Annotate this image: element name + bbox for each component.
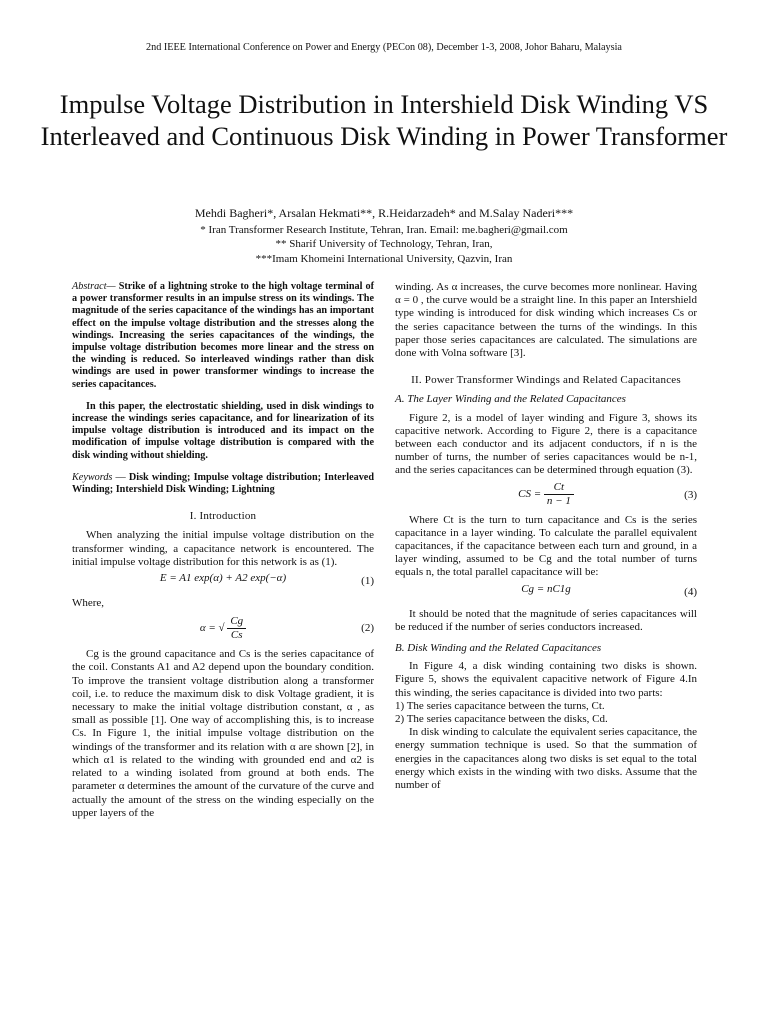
- subsection-a-heading: A. The Layer Winding and the Related Capacitances: [395, 393, 626, 406]
- equation-1-body: E = A1 exp(α) + A2 exp(−α): [159, 572, 287, 585]
- subsection-a-paragraph-1: Figure 2, is a model of layer winding and Figure 3, shows its capacitive network. According to Figure 2, there is a capacitance between each conductor and its adjacent conductors, if n is the number of turns, the number of series capacitances would be n-1, and the series capacitances can be determined through equation (3).: [395, 411, 697, 477]
- abstract-label: Abstract—: [72, 281, 116, 292]
- author-list: Mehdi Bagheri*, Arsalan Hekmati**, R.Heidarzadeh* and M.Salay Naderi***: [194, 206, 574, 220]
- intro-paragraph-2: Cg is the ground capacitance and Cs is the series capacitance of the coil. Constants A1 and A2 depend upon the boundary condition. To improve the transient voltage distribution along a transformer coil, i.e. to reduce the maximum disk to disk Voltage gradient, it is necessary to make the initial voltage distribution constant, α , as small as possible [1]. One way of accomplishing this, is to increase Cs. In Figure 1, the initial impulse voltage distribution on the windings of the transformer and its relation with α are shown [2], in which α1 is related to the winding with grounded end and α2 is related to a winding isolated from ground at both ends. The parameter α determines the amount of the curvature of the curve and actually the amount of the stress on the winding especially on the upper layers of the: [72, 648, 374, 819]
- equation-2-number: (2): [361, 622, 374, 635]
- equation-2: [72, 613, 374, 645]
- right-paragraph-0: winding. As α increases, the curve becomes more nonlinear. Having α = 0 , the curve would be a straight line. In this paper an Intershield type winding is introduced for disk winding which increases Cs or the series capacitance between the turns of the windings. In this paper those series capacitances are calculated. The simulations are done with Volna software [3].: [395, 281, 697, 360]
- abstract-text: Strike of a lightning stroke to the high voltage terminal of a power transformer results in an impulse stress on its windings. The magnitude of the series capacitance of the windings has an important effect on the impulse voltage distribution and the stresses along the windings. Increasing the series capacitances of the windings, the impulse voltage distribution becomes more linear and the stress on the winding is reduced. So interleaved windings rather than disk windings are used in power transformer windings to increase the series capacitances.: [72, 281, 375, 390]
- keywords: [72, 472, 374, 496]
- equation-3-fraction: [544, 481, 574, 508]
- keywords-text: Disk winding; Impulse voltage distribution; Interleaved Winding; Intershield Disk Winding; Lightning: [72, 471, 374, 496]
- left-column: [72, 281, 374, 820]
- keywords-dash: —: [112, 471, 126, 483]
- equation-2-fraction: [227, 615, 246, 642]
- equation-3-lhs: CS =: [518, 487, 542, 500]
- equation-4-number: (4): [684, 585, 697, 598]
- where-label: Where,: [72, 597, 105, 610]
- list-item: 1) The series capacitance between the turns, Ct.: [395, 699, 605, 712]
- subsection-b-paragraph-2: In disk winding to calculate the equivalent series capacitance, the energy summation technique is used. So that the summation of energies in the capacitances along two disks is set equal to the total energy which exists in the winding with two disks. Assume that the number of: [395, 726, 697, 792]
- equation-3-body: [395, 481, 697, 508]
- subsection-a-paragraph-3: It should be noted that the magnitude of series capacitances will be reduced if the number of series conductors increased.: [395, 607, 697, 633]
- equation-2-numerator: Cg: [227, 615, 246, 629]
- affiliation-2: ** Sharif University of Technology, Tehran, Iran,: [275, 238, 493, 250]
- equation-3-denominator: n − 1: [546, 494, 571, 507]
- equation-3: [395, 481, 697, 511]
- affiliation-1: * Iran Transformer Research Institute, Tehran, Iran. Email: me.bagheri@gmail.com: [200, 224, 568, 236]
- equation-3-numerator: Ct: [544, 481, 574, 495]
- list-item: 2) The series capacitance between the disks, Cd.: [395, 713, 608, 726]
- equation-3-number: (3): [684, 488, 697, 501]
- equation-1-number: (1): [361, 575, 374, 588]
- equation-2-lhs: α = √: [199, 622, 225, 635]
- right-column: [395, 281, 697, 792]
- series-capacitance-list: [395, 700, 697, 726]
- equation-4-body: Cg = nC1g: [521, 582, 571, 595]
- abstract-paragraph-2: In this paper, the electrostatic shielding, used in disk windings to increase the windings series capacitance, and for linearization of its impulse voltage distribution is introduced and its impact on the modification of impulse voltage distribution is compared with the disk winding without shielding.: [72, 400, 374, 461]
- conference-header: 2nd IEEE International Conference on Power and Energy (PECon 08), December 1-3, 2008, Johor Baharu, Malaysia: [146, 42, 622, 53]
- section-heading-introduction: I. Introduction: [189, 510, 257, 523]
- keywords-label: Keywords: [72, 471, 113, 483]
- equation-1: [72, 572, 374, 594]
- equation-4: [395, 583, 697, 605]
- affiliation-3: ***Imam Khomeini International University, Qazvin, Iran: [255, 253, 513, 265]
- equation-2-denominator: Cs: [230, 629, 243, 642]
- subsection-b-paragraph-1: In Figure 4, a disk winding containing two disks is shown. Figure 5, shows the equivalent capacitive network of Figure 4.In this winding, the series capacitance is divided into two parts:: [395, 660, 697, 699]
- intro-paragraph-1: When analyzing the initial impulse voltage distribution on the transformer winding, a capacitance network is encountered. The initial impulse voltage distribution for this network is as (1).: [72, 529, 374, 568]
- equation-2-body: [72, 615, 374, 642]
- section-heading-windings: II. Power Transformer Windings and Related Capacitances: [411, 374, 681, 387]
- subsection-b-heading: B. Disk Winding and the Related Capacitances: [395, 642, 602, 655]
- paper-title: Impulse Voltage Distribution in Intershield Disk Winding VS Interleaved and Continuous Disk Winding in Power Transformer: [40, 89, 728, 151]
- subsection-a-paragraph-2: Where Ct is the turn to turn capacitance and Cs is the series capacitance in a layer winding. To calculate the parallel equivalent capacitances, if the capacitance between each turn and ground, in a layer winding, assumed to be Cg and the total number of turns equals n, the total parallel capacitance will be:: [395, 513, 697, 579]
- abstract: [72, 281, 374, 391]
